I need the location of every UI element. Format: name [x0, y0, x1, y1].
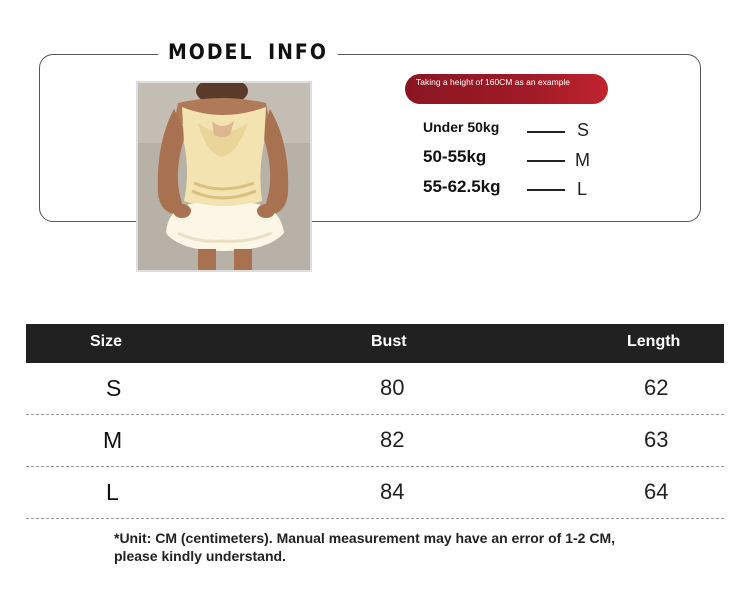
cell-length: 62 — [644, 375, 669, 400]
size-guide-row — [423, 119, 499, 135]
header-length: Length — [627, 333, 681, 350]
size-guide-connector — [527, 160, 565, 162]
weight-range: Under 50kg — [423, 119, 500, 135]
cell-size: M — [103, 427, 123, 453]
size-guide-row — [423, 147, 486, 167]
size-guide-connector — [527, 189, 565, 191]
cell-length: 64 — [644, 479, 669, 504]
measurement-note — [114, 529, 674, 565]
height-reference-banner: Taking a height of 160CM as an example — [405, 74, 608, 104]
cell-bust: 84 — [380, 479, 405, 504]
size-guide-letter: L — [577, 179, 588, 199]
size-guide-letter: S — [577, 120, 590, 140]
table-row — [26, 363, 724, 415]
model-photo — [136, 81, 312, 272]
note-line: please kindly understand. — [114, 548, 286, 564]
cell-size: L — [106, 479, 119, 505]
size-guide-row — [423, 177, 501, 197]
size-guide-letter: M — [575, 150, 590, 170]
weight-range: 50-55kg — [423, 147, 487, 166]
cell-size: S — [106, 375, 122, 401]
model-info-title: MODEL INFO — [158, 40, 338, 64]
size-guide-connector — [527, 131, 565, 133]
cell-bust: 80 — [380, 375, 405, 400]
size-table-header — [26, 324, 724, 363]
header-bust: Bust — [371, 333, 407, 350]
note-line: *Unit: CM (centimeters). Manual measurement may have an error of 1-2 CM, — [114, 530, 616, 546]
cell-bust: 82 — [380, 427, 405, 452]
model-dress-illustration — [138, 83, 310, 270]
cell-length: 63 — [644, 427, 669, 452]
table-row — [26, 467, 724, 519]
weight-range: 55-62.5kg — [423, 177, 501, 196]
table-row — [26, 415, 724, 467]
header-size: Size — [90, 333, 123, 350]
